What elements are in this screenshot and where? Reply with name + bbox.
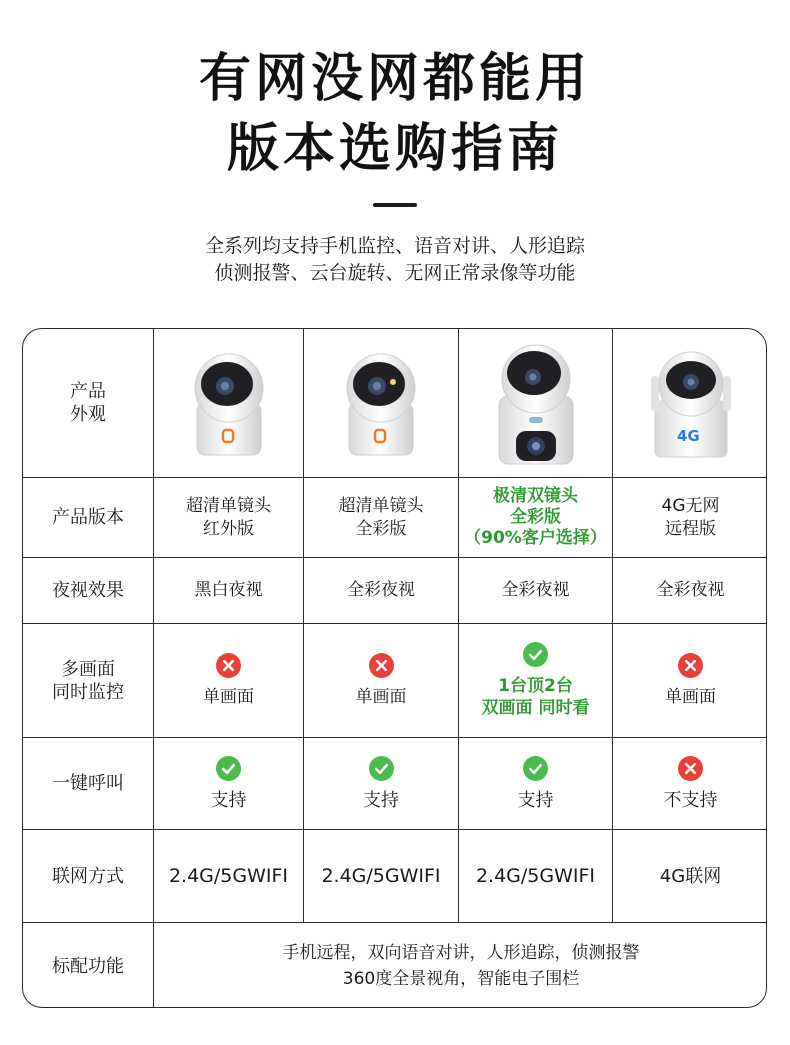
night-cell-4: 全彩夜视 bbox=[656, 580, 725, 600]
multi-cell-3 bbox=[459, 624, 612, 737]
call-text: 支持 bbox=[517, 789, 554, 811]
4g-camera-icon bbox=[649, 346, 733, 461]
subtitle-line1: 全系列均支持手机监控、语音对讲、人形追踪 bbox=[204, 235, 585, 257]
features-line: 360度全景视角，智能电子围栏 bbox=[342, 969, 580, 989]
version-line: 全彩版 bbox=[355, 518, 407, 539]
version-line: 4G无网 bbox=[661, 495, 720, 516]
label-line: 产品 bbox=[70, 381, 106, 402]
camera-image-3 bbox=[459, 329, 612, 477]
label-line: 外观 bbox=[70, 404, 106, 425]
label-line: 同时监控 bbox=[52, 681, 124, 703]
camera-image-2 bbox=[304, 329, 458, 477]
network-cell-2: 2.4G/5GWIFI bbox=[321, 864, 441, 887]
row-label-version: 产品版本 bbox=[52, 507, 124, 528]
cross-icon bbox=[216, 653, 241, 678]
version-cell-2 bbox=[304, 478, 458, 557]
camera-icon bbox=[341, 348, 421, 458]
features-cell bbox=[154, 923, 767, 1008]
network-cell-1: 2.4G/5GWIFI bbox=[168, 864, 289, 887]
row-label-features: 标配功能 bbox=[52, 955, 124, 977]
title-divider bbox=[373, 203, 417, 207]
row-label-call: 一键呼叫 bbox=[52, 773, 124, 794]
dual-camera-icon bbox=[493, 341, 579, 466]
camera-icon bbox=[189, 348, 269, 458]
multi-cell-1 bbox=[154, 624, 303, 737]
call-text: 支持 bbox=[363, 789, 399, 811]
night-cell-3: 全彩夜视 bbox=[501, 580, 570, 600]
network-cell-4: 4G联网 bbox=[659, 865, 722, 887]
version-line: 全彩版 bbox=[510, 507, 561, 527]
row-label-multi bbox=[23, 624, 153, 737]
multi-cell-4 bbox=[613, 624, 767, 737]
cross-icon bbox=[678, 756, 703, 781]
row-label-night: 夜视效果 bbox=[52, 580, 124, 601]
version-line: 极清双镜头 bbox=[493, 486, 578, 506]
multi-text: 单画面 bbox=[665, 686, 716, 707]
subtitle-line2: 侦测报警、云台旋转、无网正常录像等功能 bbox=[214, 262, 576, 284]
page-title-line1: 有网没网都能用 bbox=[198, 49, 591, 109]
multi-text: 双画面 同时看 bbox=[481, 698, 590, 718]
network-cell-3: 2.4G/5GWIFI bbox=[475, 864, 596, 887]
check-icon bbox=[523, 642, 548, 667]
comparison-table bbox=[22, 328, 767, 1008]
call-cell-1 bbox=[154, 738, 303, 829]
cross-icon bbox=[369, 653, 394, 678]
check-icon bbox=[523, 756, 548, 781]
multi-cell-2 bbox=[304, 624, 458, 737]
version-line: （90%客户选择） bbox=[464, 528, 607, 548]
night-cell-2: 全彩夜视 bbox=[347, 580, 415, 600]
check-icon bbox=[369, 756, 394, 781]
call-cell-3 bbox=[459, 738, 612, 829]
call-cell-2 bbox=[304, 738, 458, 829]
version-line: 超清单镜头 bbox=[338, 495, 424, 516]
call-text: 不支持 bbox=[663, 789, 718, 811]
call-text: 支持 bbox=[210, 789, 247, 811]
version-line: 红外版 bbox=[203, 518, 254, 539]
version-line: 远程版 bbox=[665, 518, 716, 539]
version-cell-1 bbox=[154, 478, 303, 557]
version-line: 超清单镜头 bbox=[186, 495, 271, 516]
multi-text: 单画面 bbox=[203, 686, 254, 707]
4g-badge: 4G bbox=[676, 426, 700, 445]
version-cell-3 bbox=[459, 478, 612, 557]
row-label-appearance bbox=[23, 329, 153, 477]
multi-text: 1台顶2台 bbox=[498, 676, 573, 696]
version-cell-4 bbox=[613, 478, 767, 557]
multi-text: 单画面 bbox=[355, 686, 407, 707]
night-cell-1: 黑白夜视 bbox=[194, 580, 263, 600]
check-icon bbox=[216, 756, 241, 781]
camera-image-4 bbox=[613, 329, 767, 477]
call-cell-4 bbox=[613, 738, 767, 829]
cross-icon bbox=[678, 653, 703, 678]
page-title-line2: 版本选购指南 bbox=[226, 119, 563, 179]
row-label-network: 联网方式 bbox=[52, 865, 124, 887]
features-line: 手机远程，双向语音对讲，人形追踪，侦测报警 bbox=[282, 943, 640, 963]
camera-image-1 bbox=[154, 329, 303, 477]
label-line: 多画面 bbox=[61, 658, 115, 680]
